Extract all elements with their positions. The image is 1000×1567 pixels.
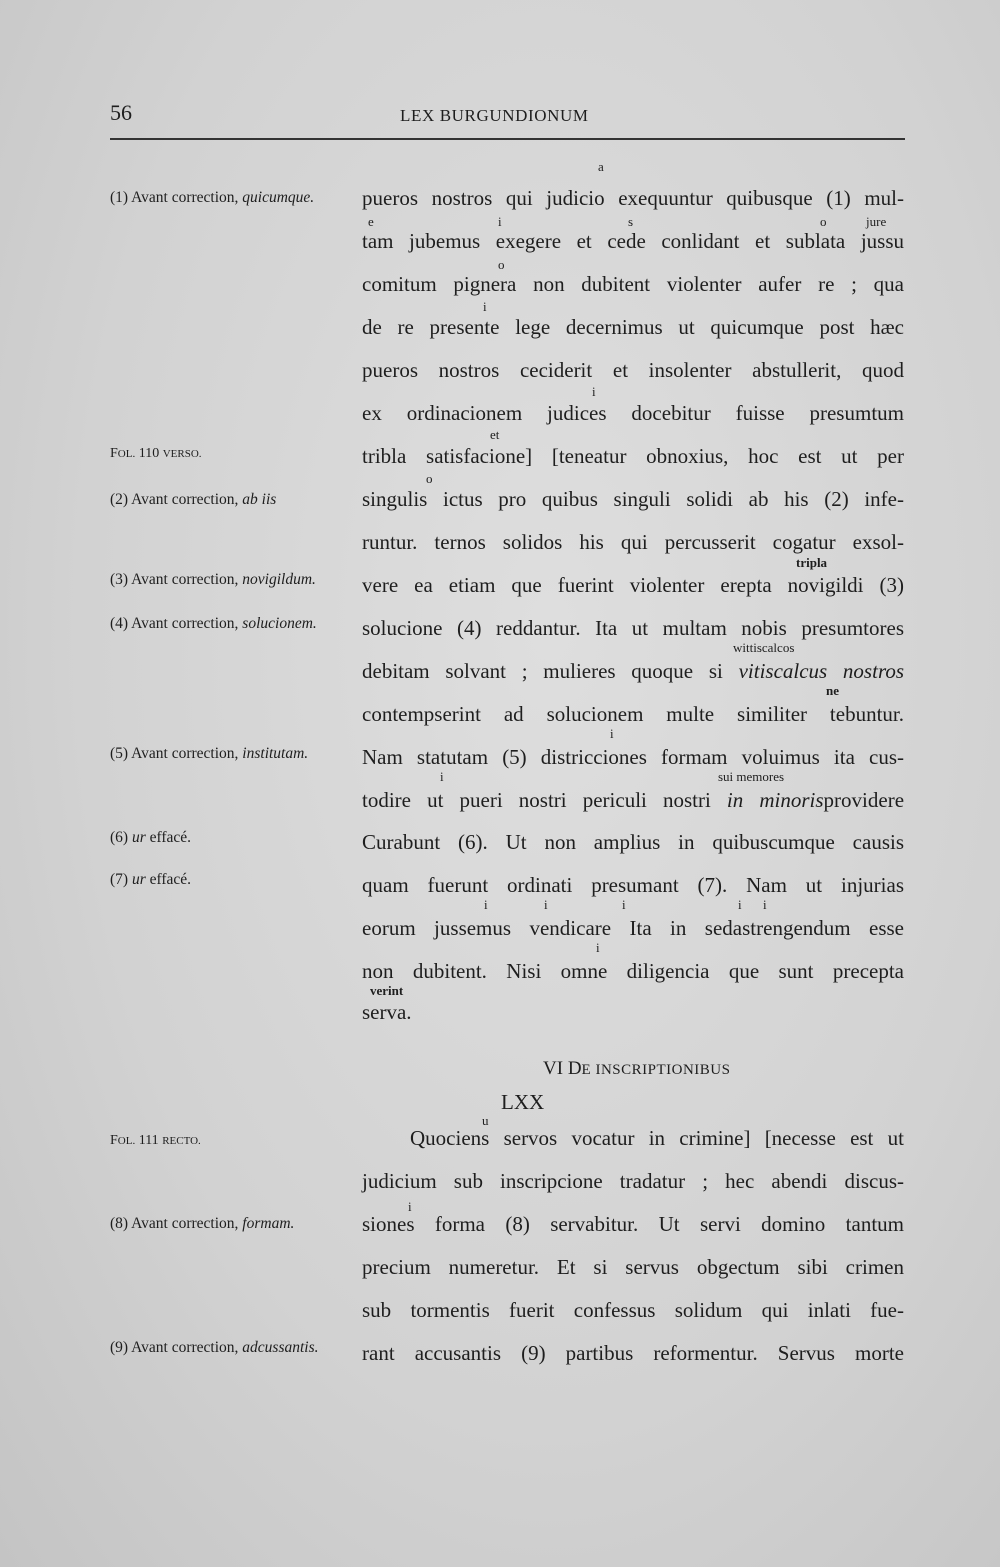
interlinear-correction: wittiscalcos: [733, 640, 795, 655]
margin-note-3: (3) Avant correction, novigildum.: [110, 571, 316, 588]
interlinear-correction: i: [484, 897, 488, 912]
interlinear-correction: s: [628, 214, 634, 229]
text-line: ex ordinacionem judices docebitur fuisse presumtum: [362, 401, 904, 425]
text-line: tam jubemus exegere et cede conlidant et sublata jussu: [362, 229, 904, 253]
margin-note-5: (5) Avant correction, institutam.: [110, 745, 309, 762]
text-line: non dubitent. Nisi omne diligencia que sunt precepta: [362, 959, 904, 983]
margin-note-2: (2) Avant correction, ab iis: [110, 491, 277, 508]
text-line: debitam solvant ; mulieres quoque si vitiscalcus nostros: [362, 659, 905, 683]
interlinear-correction: e: [368, 214, 374, 229]
margin-note-8: (8) Avant correction, formam.: [110, 1215, 295, 1232]
text-line: quam fuerunt ordinati presumant (7). Nam ut injurias: [362, 873, 904, 897]
text-line: de re presente lege decernimus ut quicumque post hæc: [362, 315, 904, 339]
text-line: singulis ictus pro quibus singuli solidi ab his (2) infe-: [362, 487, 904, 511]
text-line: tribla satisfacione] [teneatur obnoxius, hoc est ut per: [362, 444, 904, 468]
interlinear-correction: i: [596, 940, 600, 955]
interlinear-correction: i: [483, 299, 487, 314]
text-line: rant accusantis (9) partibus reformentur. Servus morte: [362, 1341, 904, 1365]
margin-note-9: (9) Avant correction, adcussantis.: [110, 1339, 319, 1356]
margin-note-1: (1) Avant correction, quicumque.: [110, 189, 315, 206]
interlinear-correction: jure: [866, 214, 887, 229]
interlinear-correction: et: [490, 427, 500, 442]
interlinear-correction: i: [408, 1199, 412, 1214]
interlinear-correction: i: [763, 897, 767, 912]
text-line: runtur. ternos solidos his qui percusserit cogatur exsol-: [362, 530, 904, 554]
text-line: vere ea etiam que fuerint violenter erepta novigildi (3): [362, 573, 904, 597]
interlinear-correction: i: [738, 897, 742, 912]
interlinear-correction: ne: [826, 683, 839, 698]
text-line: contempserint ad solucionem multe similiter tebuntur.: [362, 702, 904, 726]
margin-note-6: (6) ur effacé.: [110, 829, 192, 846]
interlinear-correction: u: [482, 1113, 489, 1128]
text-line: todire ut pueri nostri periculi nostri in minorisprovidere: [362, 788, 905, 812]
interlinear-correction: sui memores: [718, 769, 785, 784]
text-line: judicium sub inscripcione tradatur ; hec abendi discus-: [362, 1169, 904, 1193]
header-rule: [110, 138, 905, 140]
interlinear-correction: i: [610, 726, 614, 741]
interlinear-correction: i: [592, 384, 596, 399]
text-line: serva.: [362, 1000, 412, 1024]
interlinear-correction: verint: [370, 983, 404, 998]
margin-note-7: (7) ur effacé.: [110, 871, 192, 888]
text-line: comitum pignera non dubitent violenter aufer re ; qua: [362, 272, 904, 296]
text-line: solucione (4) reddantur. Ita ut multam nobis presumtores: [362, 616, 904, 640]
text-line: siones forma (8) servabitur. Ut servi domino tantum: [362, 1212, 904, 1236]
interlinear-correction: i: [498, 214, 502, 229]
interlinear-correction: i: [622, 897, 626, 912]
running-title: LEX BURGUNDIONUM: [400, 106, 589, 125]
interlinear-correction: a: [598, 159, 604, 174]
interlinear-correction: o: [820, 214, 827, 229]
folio-marker-111-recto: FOL. 111 RECTO.: [110, 1133, 201, 1148]
text-line: sub tormentis fuerit confessus solidum qui inlati fue-: [362, 1298, 904, 1322]
text-line: precium numeretur. Et si servus obgectum sibi crimen: [362, 1255, 904, 1279]
text-line: pueros nostros ceciderit et insolenter abstullerit, quod: [362, 358, 904, 382]
interlinear-correction: tripla: [796, 555, 828, 570]
text-line: eorum jussemus vendicare Ita in sedastrengendum esse: [362, 916, 904, 940]
page-number: 56: [110, 100, 132, 125]
interlinear-correction: i: [440, 769, 444, 784]
text-line: Quociens servos vocatur in crimine] [necesse est ut: [410, 1126, 904, 1150]
text-line: pueros nostros qui judicio exequuntur quibusque (1) mul-: [362, 186, 904, 210]
interlinear-correction: o: [426, 471, 433, 486]
text-line: Curabunt (6). Ut non amplius in quibuscumque causis: [362, 830, 904, 854]
interlinear-correction: i: [544, 897, 548, 912]
margin-note-4: (4) Avant correction, solucionem.: [110, 615, 317, 632]
interlinear-correction: o: [498, 257, 505, 272]
section-numeral: LXX: [501, 1090, 545, 1114]
section-title: VI DE INSCRIPTIONIBUS: [543, 1058, 731, 1079]
folio-marker-110-verso: FOL. 110 VERSO.: [110, 446, 202, 461]
text-line: Nam statutam (5) districciones formam voluimus ita cus-: [362, 745, 904, 769]
